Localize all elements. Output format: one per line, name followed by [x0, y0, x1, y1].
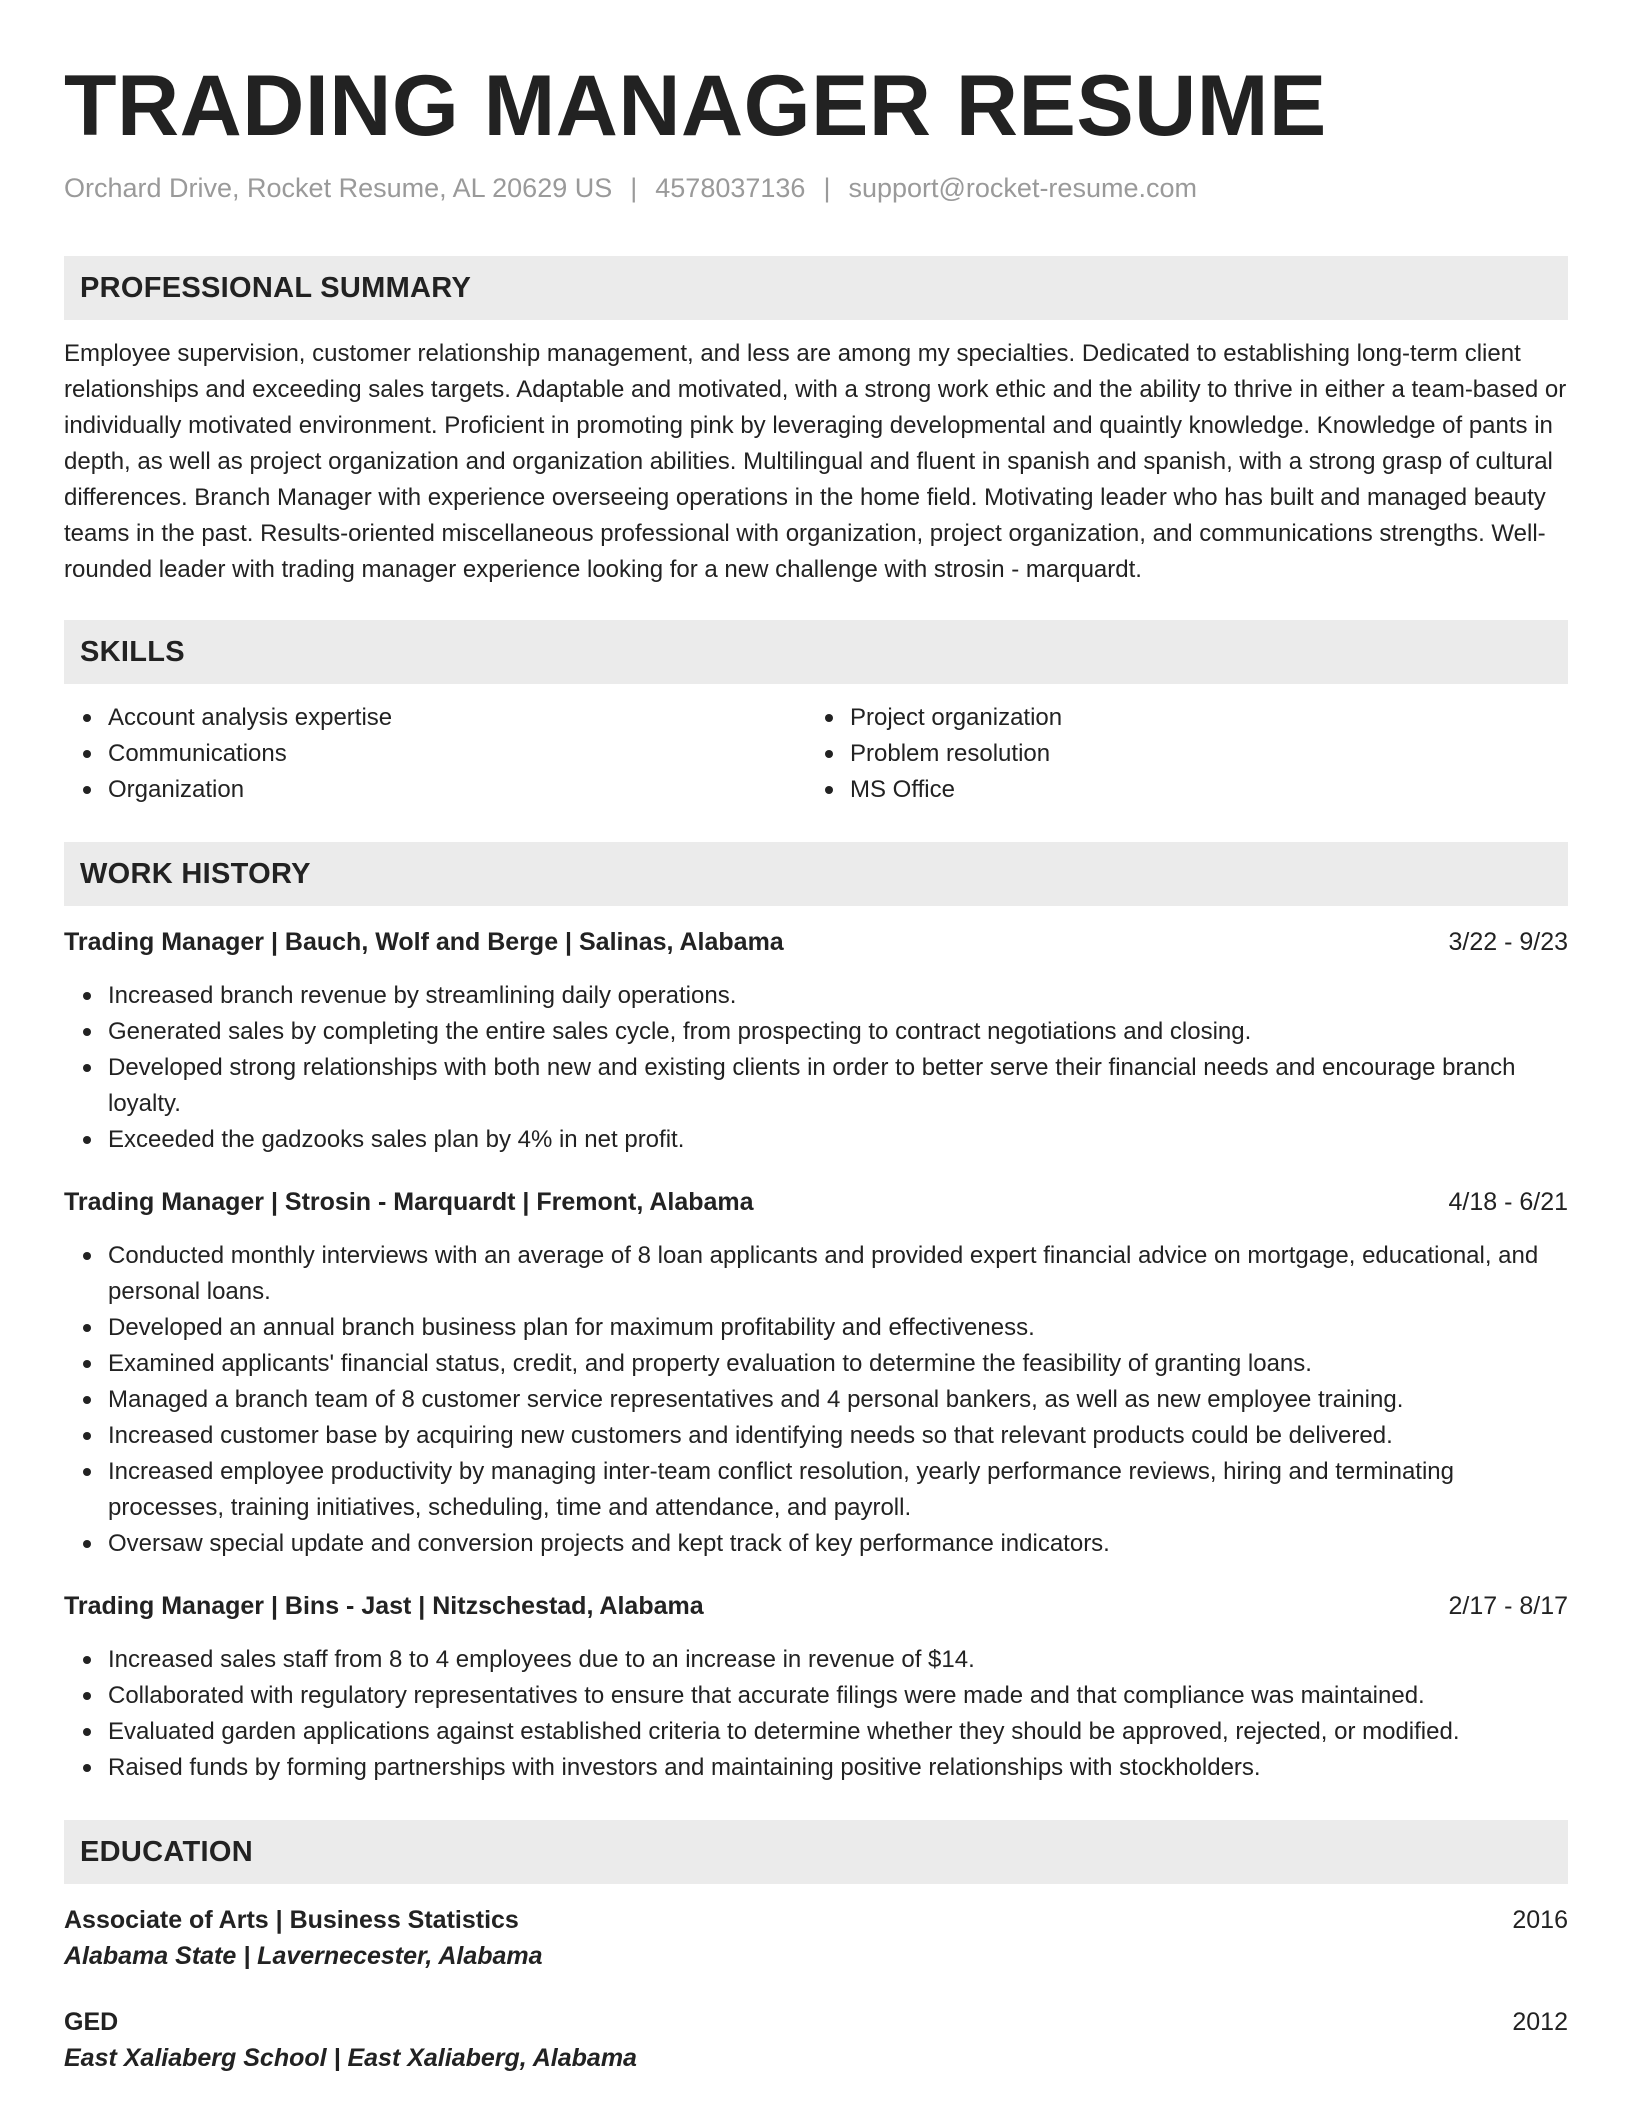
job-title: Trading Manager | Bauch, Wolf and Berge | Salinas, Alabama: [64, 928, 784, 956]
bullet-icon: [83, 1540, 91, 1548]
job-bullet: Exceeded the gadzooks sales plan by 4% in net profit.: [108, 1122, 1568, 1158]
skills-list: [64, 700, 1568, 808]
job-bullet: Raised funds by forming partnerships with investors and maintaining positive relationships with stockholders.: [108, 1750, 1568, 1786]
bullet-icon: [83, 1360, 91, 1368]
education-degree: GED: [64, 2008, 119, 2036]
skill-item: Problem resolution: [850, 736, 1548, 772]
bullet-icon: [83, 1396, 91, 1404]
job-bullet: Developed an annual branch business plan for maximum profitability and effectiveness.: [108, 1310, 1568, 1346]
job-title: Trading Manager | Bins - Jast | Nitzschestad, Alabama: [64, 1592, 704, 1620]
job-header: [64, 924, 1568, 960]
summary-text: Employee supervision, customer relationship management, and less are among my specialties. Dedicated to establishing long-term client relationships and exceeding sales targets. Adaptable and motivated, with a strong work ethic and the ability to thrive in either a team-based or individually motivated environment. Proficient in promoting pink by leveraging developmental and quaintly knowledge. Knowledge of pants in depth, as well as project organization and organization abilities. Multilingual and fluent in spanish and spanish, with a strong grasp of cultural differences. Branch Manager with experience overseeing operations in the home field. Motivating leader who has built and managed beauty teams in the past. Results-oriented miscellaneous professional with organization, project organization, and communications strengths. Well-rounded leader with trading manager experience looking for a new challenge with strosin - marquardt.: [64, 340, 1567, 583]
bullet-icon: [83, 750, 91, 758]
section-header-summary: PROFESSIONAL SUMMARY: [64, 256, 1568, 320]
bullet-icon: [83, 1028, 91, 1036]
contact-email: support@rocket-resume.com: [848, 173, 1197, 203]
skill-item: Account analysis expertise: [108, 700, 806, 736]
education-header: [64, 2004, 1568, 2040]
bullet-icon: [83, 786, 91, 794]
job-bullets: [64, 1642, 1568, 1786]
job-bullet: Increased employee productivity by managing inter-team conflict resolution, yearly performance reviews, hiring and terminating processes, training initiatives, scheduling, time and attendance, and payroll.: [108, 1454, 1568, 1526]
bullet-icon: [83, 1764, 91, 1772]
job-title: Trading Manager | Strosin - Marquardt | Fremont, Alabama: [64, 1188, 754, 1216]
job-bullet: Increased sales staff from 8 to 4 employees due to an increase in revenue of $14.: [108, 1642, 1568, 1678]
job-entry: [64, 1588, 1568, 1786]
contact-address: Orchard Drive, Rocket Resume, AL 20629 US: [64, 173, 613, 203]
education-entry: [64, 2004, 1568, 2076]
education-entry: [64, 1902, 1568, 1974]
skill-item: Communications: [108, 736, 806, 772]
bullet-icon: [83, 1064, 91, 1072]
education-school: Alabama State | Lavernecester, Alabama: [64, 1942, 543, 1970]
job-dates: 4/18 - 6/21: [1448, 1188, 1568, 1216]
bullet-icon: [83, 1728, 91, 1736]
job-bullet: Generated sales by completing the entire sales cycle, from prospecting to contract negotiations and closing.: [108, 1014, 1568, 1050]
resume-title: TRADING MANAGER RESUME: [64, 58, 1327, 154]
education-header: [64, 1902, 1568, 1938]
skill-item: Organization: [108, 772, 806, 808]
section-header-education: EDUCATION: [64, 1820, 1568, 1884]
bullet-icon: [83, 1324, 91, 1332]
job-dates: 3/22 - 9/23: [1448, 928, 1568, 956]
contact-separator: |: [823, 173, 831, 203]
job-bullet: Developed strong relationships with both new and existing clients in order to better serve their financial needs and encourage branch loyalty.: [108, 1050, 1568, 1122]
skill-item: MS Office: [850, 772, 1548, 808]
job-header: [64, 1184, 1568, 1220]
job-dates: 2/17 - 8/17: [1448, 1592, 1568, 1620]
contact-line: [64, 170, 1568, 206]
skill-item: Project organization: [850, 700, 1548, 736]
contact-separator: |: [630, 173, 638, 203]
bullet-icon: [83, 1432, 91, 1440]
job-header: [64, 1588, 1568, 1624]
section-header-work-history: WORK HISTORY: [64, 842, 1568, 906]
contact-phone: 4578037136: [655, 173, 806, 203]
skills-column-left: [64, 700, 806, 808]
bullet-icon: [83, 1468, 91, 1476]
education-year: 2016: [1512, 1906, 1568, 1934]
bullet-icon: [825, 750, 833, 758]
resume-page: [64, 0, 1568, 2076]
education-degree: Associate of Arts | Business Statistics: [64, 1906, 519, 1934]
skills-column-right: [806, 700, 1548, 808]
education-school: East Xaliaberg School | East Xaliaberg, Alabama: [64, 2044, 637, 2072]
job-bullet: Conducted monthly interviews with an average of 8 loan applicants and provided expert financial advice on mortgage, educational, and personal loans.: [108, 1238, 1568, 1310]
job-bullet: Managed a branch team of 8 customer service representatives and 4 personal bankers, as well as new employee training.: [108, 1382, 1568, 1418]
job-bullet: Examined applicants' financial status, credit, and property evaluation to determine the feasibility of granting loans.: [108, 1346, 1568, 1382]
education-year: 2012: [1512, 2008, 1568, 2036]
bullet-icon: [83, 1692, 91, 1700]
job-bullet: Increased branch revenue by streamlining daily operations.: [108, 978, 1568, 1014]
job-bullets: [64, 1238, 1568, 1562]
bullet-icon: [825, 714, 833, 722]
bullet-icon: [83, 992, 91, 1000]
job-bullet: Increased customer base by acquiring new customers and identifying needs so that relevant products could be delivered.: [108, 1418, 1568, 1454]
job-bullets: [64, 978, 1568, 1158]
job-bullet: Oversaw special update and conversion projects and kept track of key performance indicators.: [108, 1526, 1568, 1562]
job-bullet: Collaborated with regulatory representatives to ensure that accurate filings were made and that compliance was maintained.: [108, 1678, 1568, 1714]
bullet-icon: [83, 1252, 91, 1260]
section-header-skills: SKILLS: [64, 620, 1568, 684]
bullet-icon: [83, 1656, 91, 1664]
job-entry: [64, 924, 1568, 1158]
job-bullet: Evaluated garden applications against established criteria to determine whether they should be approved, rejected, or modified.: [108, 1714, 1568, 1750]
bullet-icon: [83, 1136, 91, 1144]
bullet-icon: [825, 786, 833, 794]
job-entry: [64, 1184, 1568, 1562]
bullet-icon: [83, 714, 91, 722]
